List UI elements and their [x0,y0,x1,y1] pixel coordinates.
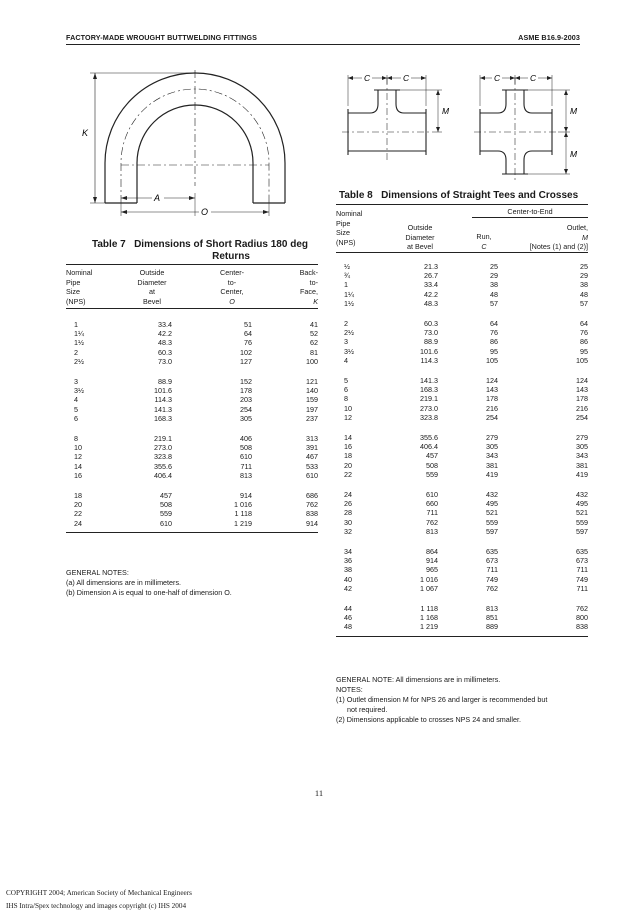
table8-cell: 406.4 [420,442,438,452]
table7-cell: 1 118 [234,509,252,519]
table8-cell: 273.0 [420,403,438,413]
table8-cell: 38 [490,280,498,290]
table7-cell: 3 [74,377,78,386]
cross-dim-c-right: C [530,73,537,83]
table8-cell: 343 [486,451,498,461]
table7-cell: 305 [240,413,252,423]
table7-cell: 41 [310,320,318,329]
table7-header-cell: Face, [300,287,318,296]
table8-cell: 8 [344,394,348,404]
table8-cell: 44 [344,604,352,613]
table8-header-cell: Pipe [336,218,351,228]
table8-cell: 381 [486,460,498,470]
table7-cell: 1 219 [234,518,252,528]
table7-cell: 178 [240,386,252,396]
table8-cell: 1 219 [420,622,438,632]
table8-cell: 457 [426,451,438,461]
table8-cell: 168.3 [420,385,438,395]
table8-cell: 216 [576,403,588,413]
table7-header-cell: K [313,296,318,306]
table7-cell: 60.3 [158,347,172,357]
table8-cell: 419 [486,469,498,479]
table8-cell: 29 [580,271,588,281]
table8-cell: 521 [486,508,498,518]
table7-cell: 101.6 [154,386,172,396]
table7-cell: 406 [240,434,252,443]
table7-cell: 254 [240,404,252,414]
table8-cell: 559 [486,517,498,527]
table8-title: Dimensions of Straight Tees and Crosses [381,190,579,201]
table7-header-cell: O [229,296,235,306]
table8-cell: 559 [426,469,438,479]
table8-cell: 762 [486,583,498,593]
table8-cell: 178 [576,394,588,404]
table8-cell: 105 [576,355,588,365]
table8-cell: 42.2 [424,289,438,299]
table7-cell: 813 [240,470,252,480]
table8-center-to-end: Center-to-End [507,207,553,216]
table7-cell: 10 [74,443,82,453]
table8-cell: 3 [344,337,348,347]
table8-header-cell: Run, [476,232,492,241]
table8-cell: 86 [490,337,498,347]
table7-cell: 197 [306,404,318,414]
table8-cell: 30 [344,517,352,527]
table7-cell: 1 016 [234,500,252,510]
table8-cell: ½ [344,262,350,271]
table7-cell: 406.4 [154,470,172,480]
license-line: IHS Intra/Spex technology and images copyright (c) IHS 2004 [6,902,187,910]
table8-cell: 711 [576,565,588,575]
table7-cell: 467 [306,452,318,462]
table7-caption [92,239,322,262]
table8-cell: 216 [486,403,498,413]
tee-dim-c-left: C [364,73,371,83]
table8-header-cell: Nominal [336,209,363,218]
table8-cell: 660 [426,499,438,509]
table8-cell: 38 [580,280,588,290]
table8-cell: 95 [580,346,588,356]
dim-label-a: A [154,193,161,203]
table8-cell: 635 [486,547,498,556]
table7-cell: 12 [74,452,82,462]
table7-cell: 88.9 [158,377,172,386]
table7-cell: 914 [240,491,252,500]
page-number: 11 [314,788,324,798]
header-rule [66,44,580,45]
table7-cell: 16 [74,470,82,480]
table8-notes [336,675,547,725]
table8-cell: 1 067 [420,583,438,593]
table8-cell: 635 [576,547,588,556]
cross-dim-c-left: C [494,73,501,83]
table-rule [336,252,588,253]
table7-cell: 2½ [74,356,84,366]
cross-dim-m-top: M [570,106,578,116]
table8-cell: 101.6 [420,346,438,356]
table8-cell: 32 [344,526,352,536]
table7-cell: 152 [240,377,252,386]
running-header-standard: ASME B16.9-2003 [518,33,580,42]
table7-cell: 391 [306,443,318,453]
table7-number: Table 7 [92,239,126,250]
table7-cell: 914 [306,518,318,528]
table7-cell: 22 [74,509,82,519]
table8-header-cell: Diameter [405,232,435,242]
table8-cell: 29 [490,271,498,281]
table-rule [66,264,318,265]
table7-cell: 33.4 [158,320,172,329]
table7-cell: 42.2 [158,329,172,339]
table7-cell: 203 [240,395,252,405]
table8-cell: 813 [426,526,438,536]
table7-cell: 6 [74,413,78,423]
dim-label-k: K [82,128,89,138]
tee-dim-m: M [442,106,450,116]
table8-cell: 46 [344,613,352,623]
table7-header-cell: Diameter [137,277,167,287]
table8-cell: 673 [576,556,588,566]
table8-cell: 34 [344,547,352,556]
table8-cell: 305 [486,442,498,452]
table7-note: (a) All dimensions are in millimeters. [66,578,182,587]
table8-cell: 1¼ [344,289,354,299]
table8-cell: 521 [576,508,588,518]
table8-number: Table 8 [339,190,373,201]
table8-cell: 2½ [344,328,354,338]
table8-cell: 22 [344,469,352,479]
table-rule [336,204,588,205]
table7-header-cell: to- [227,277,237,287]
table7-cell: 762 [306,500,318,510]
table7-cell: 533 [306,461,318,471]
table7-cell: 73.0 [158,356,172,366]
table7-cell: 140 [306,386,318,396]
table8-cell: 24 [344,490,352,499]
table8-note: GENERAL NOTE: All dimensions are in millimeters. [336,675,501,684]
table7-header-cell: Size [66,287,80,296]
tee-dim-c-right: C [403,73,410,83]
table8-cell: 38 [344,565,352,575]
table8-cell: 141.3 [420,376,438,385]
table8-cell: 381 [576,460,588,470]
table8-cell: 749 [576,574,588,584]
table8-cell: 1 118 [420,604,438,613]
table8 [336,204,588,674]
table8-header-cell: (NPS) [336,237,356,247]
table8-cell: 105 [486,355,498,365]
table-rule [66,532,318,533]
table8-cell: 3½ [344,346,354,356]
table8-cell: 838 [576,622,588,632]
table8-note: NOTES: [336,685,363,694]
table8-cell: 143 [576,385,588,395]
table8-cell: 2 [344,319,348,328]
table8-cell: 914 [426,556,438,566]
table7-cell: 18 [74,491,82,500]
table8-cell: 14 [344,433,352,442]
table8-header-cell: M [582,232,588,242]
table7-cell: 64 [244,329,252,339]
table7-note: (b) Dimension A is equal to one-half of dimension O. [66,588,232,597]
table7-cell: 711 [240,461,252,471]
table8-cell: 597 [486,526,498,536]
table8-cell: 114.3 [420,355,438,365]
table7-cell: 508 [240,443,252,453]
table7-note: GENERAL NOTES: [66,568,129,577]
table8-cell: 26 [344,499,352,509]
table8-cell: 95 [490,346,498,356]
table7 [66,264,318,564]
table8-cell: ¾ [344,271,350,281]
table8-cell: 33.4 [424,280,438,290]
table7-cell: 8 [74,434,78,443]
table7-title-line1: Dimensions of Short Radius 180 deg [134,239,308,250]
table7-header-cell: at [149,287,155,296]
table7-cell: 127 [240,356,252,366]
table7-header-cell: (NPS) [66,296,86,306]
table8-cell: 21.3 [424,262,438,271]
table8-cell: 355.6 [420,433,438,442]
table7-cell: 219.1 [154,434,172,443]
table8-cell: 1 168 [420,613,438,623]
table7-cell: 610 [240,452,252,462]
table7-header-cell: to- [309,277,318,287]
table7-cell: 100 [306,356,318,366]
table8-cell: 86 [580,337,588,347]
table8-cell: 42 [344,583,352,593]
table8-cell: 711 [486,565,498,575]
table8-cell: 124 [486,376,498,385]
table7-cell: 610 [306,470,318,480]
table8-cell: 711 [426,508,438,518]
table8-cell: 6 [344,385,348,395]
table7-header-cell: Pipe [66,277,81,287]
table8-cell: 711 [576,583,588,593]
table8-cell: 10 [344,403,352,413]
table7-cell: 48.3 [158,338,172,348]
table8-cell: 432 [486,490,498,499]
table8-cell: 57 [490,298,498,308]
table8-cell: 559 [576,517,588,527]
table8-cell: 495 [486,499,498,509]
table8-cell: 432 [576,490,588,499]
table8-cell: 254 [576,412,588,422]
table8-cell: 26.7 [424,271,438,281]
table8-cell: 800 [576,613,588,623]
return-bend-figure [78,68,308,218]
table8-cell: 12 [344,412,352,422]
table8-cell: 610 [426,490,438,499]
cross-dim-m-bottom: M [570,149,578,159]
dim-label-o: O [201,207,209,217]
table8-cell: 76 [490,328,498,338]
table7-cell: 168.3 [154,413,172,423]
table7-cell: 14 [74,461,82,471]
table8-cell: 5 [344,376,348,385]
table8-cell: 1 [344,280,348,290]
table8-header-cell: [Notes (1) and (2)] [529,242,588,251]
table8-cell: 305 [576,442,588,452]
table8-cell: 965 [426,565,438,575]
table8-cell: 25 [580,262,588,271]
table8-cell: 762 [426,517,438,527]
table8-cell: 64 [490,319,498,328]
table7-cell: 81 [310,347,318,357]
table8-cell: 76 [580,328,588,338]
table8-header-cell: C [481,241,487,251]
table7-header-cell: Back- [299,268,318,277]
table7-cell: 24 [74,518,82,528]
table8-header-cell: at Bevel [407,242,433,251]
table8-cell: 88.9 [424,337,438,347]
table7-cell: 20 [74,500,82,510]
table8-cell: 851 [486,613,498,623]
table8-cell: 343 [576,451,588,461]
table7-cell: 1½ [74,338,84,348]
table7-cell: 5 [74,404,78,414]
table8-cell: 323.8 [420,412,438,422]
table7-header-cell: Center, [220,287,244,296]
table8-cell: 143 [486,385,498,395]
table8-cell: 1 016 [420,574,438,584]
table7-cell: 121 [306,377,318,386]
table7-cell: 355.6 [154,461,172,471]
table7-title-line2: Returns [212,250,250,262]
table8-cell: 4 [344,355,348,365]
table8-cell: 1½ [344,298,354,308]
table7-cell: 686 [306,491,318,500]
table8-cell: 279 [576,433,588,442]
table7-cell: 559 [160,509,172,519]
table8-note: (2) Dimensions applicable to crosses NPS 24 and smaller. [336,715,521,724]
table7-cell: 4 [74,395,78,405]
table-rule [66,308,318,309]
table7-cell: 237 [306,413,318,423]
tee-cross-figure [340,70,585,180]
table8-cell: 60.3 [424,319,438,328]
table8-cell: 813 [486,604,498,613]
copyright-line: COPYRIGHT 2004; American Society of Mechanical Engineers [6,889,192,897]
table8-cell: 419 [576,469,588,479]
table8-note: not required. [347,705,388,714]
table8-cell: 508 [426,460,438,470]
table8-cell: 36 [344,556,352,566]
table-rule [472,217,588,218]
table8-cell: 889 [486,622,498,632]
table7-header-cell: Outside [139,268,165,277]
table8-cell: 48 [580,289,588,299]
table8-cell: 673 [486,556,498,566]
table8-caption [339,190,589,202]
table7-cell: 51 [244,320,252,329]
table8-cell: 20 [344,460,352,470]
table7-cell: 62 [310,338,318,348]
table7-cell: 76 [244,338,252,348]
table7-cell: 323.8 [154,452,172,462]
table8-cell: 73.0 [424,328,438,338]
table8-cell: 40 [344,574,352,584]
table8-cell: 864 [426,547,438,556]
table8-cell: 64 [580,319,588,328]
table7-cell: 3½ [74,386,84,396]
table7-cell: 159 [306,395,318,405]
table8-cell: 495 [576,499,588,509]
table8-cell: 279 [486,433,498,442]
table7-cell: 102 [240,347,252,357]
table8-cell: 219.1 [420,394,438,404]
table8-header-cell: Outside [407,223,433,232]
table8-header-cell: Outlet, [566,223,588,232]
table8-cell: 57 [580,298,588,308]
table7-cell: 1¼ [74,329,84,339]
table7-cell: 838 [306,509,318,519]
table8-cell: 48 [490,289,498,299]
table8-cell: 762 [576,604,588,613]
table7-header-cell: Bevel [143,296,161,306]
table8-cell: 16 [344,442,352,452]
table8-cell: 749 [486,574,498,584]
table8-cell: 254 [486,412,498,422]
table7-cell: 1 [74,320,78,329]
table8-header-cell: Size [336,228,350,237]
table8-cell: 25 [490,262,498,271]
table8-cell: 48 [344,622,352,632]
table7-cell: 2 [74,347,78,357]
table8-cell: 178 [486,394,498,404]
table8-cell: 124 [576,376,588,385]
table7-cell: 273.0 [154,443,172,453]
table7-cell: 508 [160,500,172,510]
table8-cell: 28 [344,508,352,518]
table7-cell: 610 [160,518,172,528]
table7-cell: 114.3 [154,395,172,405]
table8-note: (1) Outlet dimension M for NPS 26 and larger is recommended but [336,695,548,704]
table7-cell: 52 [310,329,318,339]
table8-cell: 597 [576,526,588,536]
table7-notes [66,568,232,598]
table-rule [336,636,588,637]
running-header-title: FACTORY-MADE WROUGHT BUTTWELDING FITTINGS [66,33,257,42]
table7-cell: 457 [160,491,172,500]
table7-cell: 141.3 [154,404,172,414]
table8-cell: 18 [344,451,352,461]
table7-header-cell: Nominal [66,268,93,277]
table8-cell: 48.3 [424,298,438,308]
table7-header-cell: Center- [220,268,244,277]
table7-cell: 313 [306,434,318,443]
